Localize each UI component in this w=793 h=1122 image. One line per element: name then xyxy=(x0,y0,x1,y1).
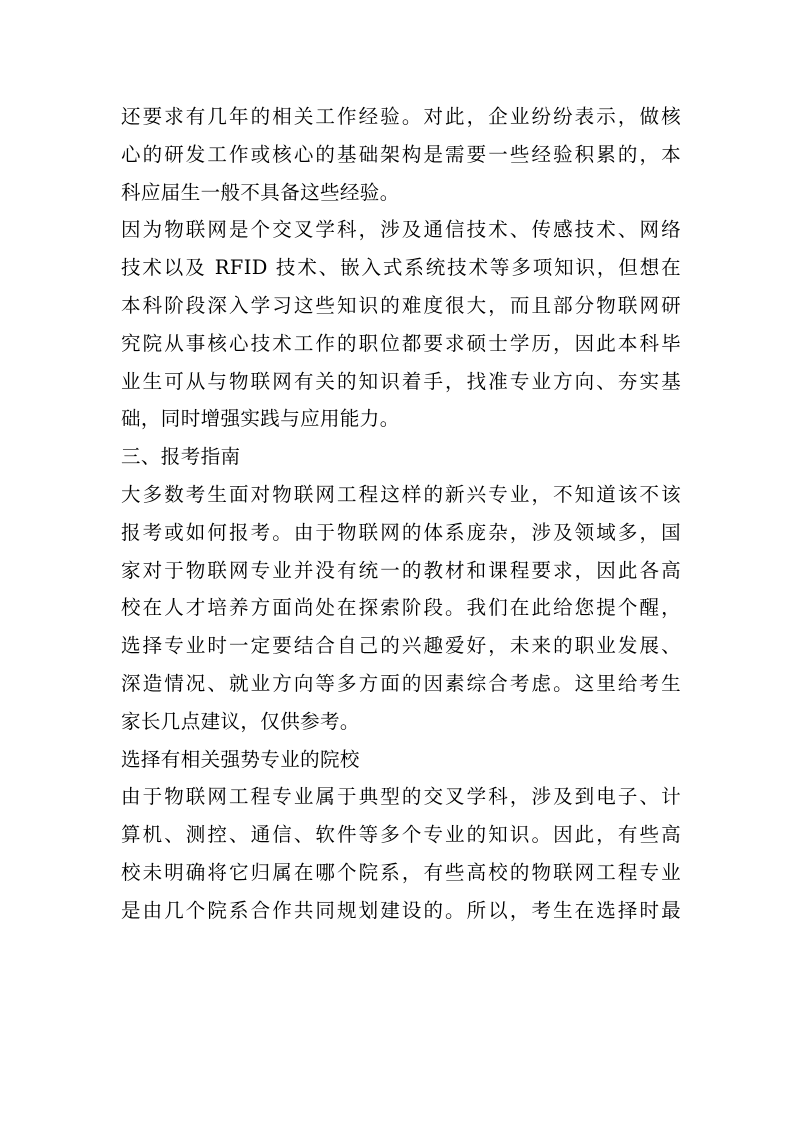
text-line: 校未明确将它归属在哪个院系，有些高校的物联网工程专业 xyxy=(121,860,681,884)
text-line: 深造情况、就业方向等多方面的因素综合考虑。这里给考生 xyxy=(121,671,681,695)
text-line: 是由几个院系合作共同规划建设的。所以，考生在选择时最 xyxy=(121,898,681,922)
text-line: 选择专业时一定要结合自己的兴趣爱好，未来的职业发展、 xyxy=(121,634,681,658)
text-line: 校在人才培养方面尚处在探索阶段。我们在此给您提个醒， xyxy=(121,596,681,620)
text-line: 究院从事核心技术工作的职位都要求硕士学历，因此本科毕 xyxy=(121,331,681,355)
text-line: 三、报考指南 xyxy=(121,445,241,469)
text-line: 心的研发工作或核心的基础架构是需要一些经验积累的，本 xyxy=(121,142,681,166)
text-line: 业生可从与物联网有关的知识着手，找准专业方向、夯实基 xyxy=(121,369,681,393)
text-line: 本科阶段深入学习这些知识的难度很大，而且部分物联网研 xyxy=(121,293,681,317)
text-line: 家对于物联网专业并没有统一的教材和课程要求，因此各高 xyxy=(121,558,681,582)
text-line: 报考或如何报考。由于物联网的体系庞杂，涉及领域多，国 xyxy=(121,520,681,544)
text-line: 技术以及 RFID 技术、嵌入式系统技术等多项知识，但想在 xyxy=(121,256,681,280)
text-line: 因为物联网是个交叉学科，涉及通信技术、传感技术、网络 xyxy=(121,218,681,242)
text-line: 选择有相关强势专业的院校 xyxy=(121,747,360,771)
document-body xyxy=(121,98,681,930)
text-line: 大多数考生面对物联网工程这样的新兴专业，不知道该不该 xyxy=(121,482,681,506)
text-line: 算机、测控、通信、软件等多个专业的知识。因此，有些高 xyxy=(121,823,681,847)
text-line: 还要求有几年的相关工作经验。对此，企业纷纷表示，做核 xyxy=(121,105,681,128)
text-line: 家长几点建议，仅供参考。 xyxy=(121,709,360,733)
text-line: 由于物联网工程专业属于典型的交叉学科，涉及到电子、计 xyxy=(121,785,681,809)
text-line: 科应届生一般不具备这些经验。 xyxy=(121,180,400,204)
text-line: 础，同时增强实践与应用能力。 xyxy=(121,407,400,431)
